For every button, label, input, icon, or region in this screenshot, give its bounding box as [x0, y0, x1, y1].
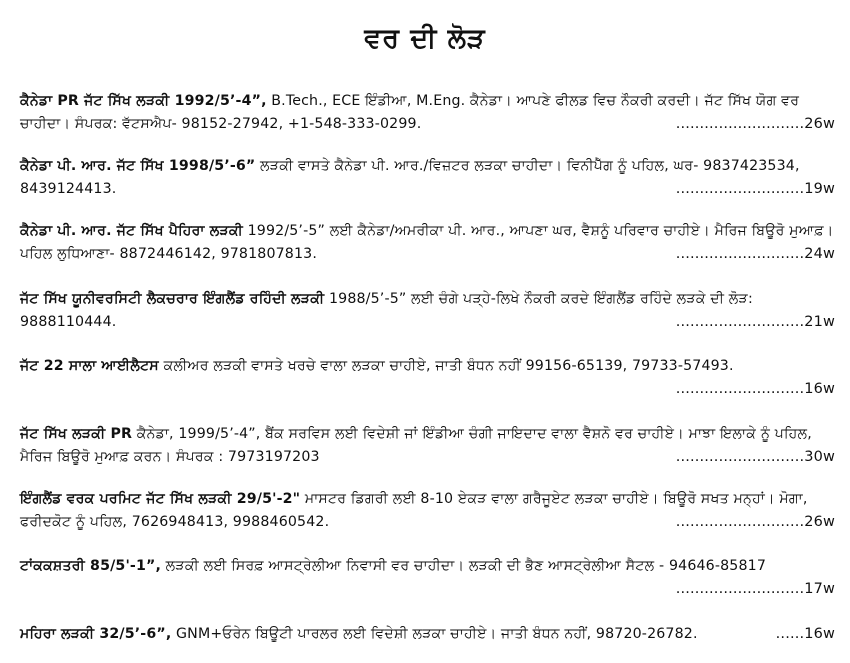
ad-code: ...........................17w	[675, 581, 835, 597]
ad-text: 1988/5’-5” ਲਈ ਚੰਗੇ ਪੜ੍ਹੇ-ਲਿਖੇ ਨੌਕਰੀ ਕਰਦੇ ਇੰਗਲੈਂਡ ਰਹਿੰਦੇ ਲੜਕੇ ਦੀ ਲੋੜ: 9888110444.	[20, 291, 753, 330]
ad-text: ਲੜਕੀ ਲਈ ਸਿਰਫ਼ ਆਸਟ੍ਰੇਲੀਆ ਨਿਵਾਸੀ ਵਰ ਚਾਹੀਦਾ। ਲੜਕੀ ਦੀ ਭੈਣ ਆਸਟ੍ਰੇਲੀਆ ਸੈਟਲ - 94646-85817	[161, 558, 766, 574]
classified-ad	[20, 155, 835, 201]
ad-headline: ਇੰਗਲੈਂਡ ਵਰਕ ਪਰਮਿਟ ਜੱਟ ਸਿੱਖ ਲੜਕੀ 29/5'-2"	[20, 491, 301, 507]
classified-ad	[20, 90, 835, 136]
classified-ad	[20, 288, 835, 334]
ad-text: ਮਾਸਟਰ ਡਿਗਰੀ ਲਈ 8-10 ਏਕੜ ਵਾਲਾ ਗਰੈਜੂਏਟ ਲੜਕਾ ਚਾਹੀਏ। ਬਿਊਰੋ ਸਖਤ ਮਨ੍ਹਾਂ। ਮੋਗਾ, ਫਰੀਦਕੋਟ ਨੂੰ ਪਹਿਲ, 7626948413, 9988460542.	[20, 491, 808, 530]
ad-code: ...........................21w	[675, 314, 835, 330]
ad-text: 1992/5’-5” ਲਈ ਕੈਨੇਡਾ/ਅਮਰੀਕਾ ਪੀ. ਆਰ., ਆਪਣਾ ਘਰ, ਵੈਸ਼ਨੂੰ ਪਰਿਵਾਰ ਚਾਹੀਏ। ਮੈਰਿਜ ਬਿਊਰੋ ਮੁਆਫ਼। ਪਹਿਲ ਲੁਧਿਆਣਾ- 8872446142, 9781807813.	[20, 223, 834, 262]
ad-headline: ਕੈਨੇਡਾ PR ਜੱਟ ਸਿੱਖ ਲੜਕੀ 1992/5’-4”,	[20, 93, 267, 109]
ad-code: ......16w	[775, 626, 835, 642]
ad-code: ...........................26w	[675, 514, 835, 530]
classified-ad	[20, 623, 835, 646]
classified-ad	[20, 220, 835, 266]
ad-text: GNM+ਓਰੇਨ ਬਿਊਟੀ ਪਾਰਲਰ ਲਈ ਵਿਦੇਸ਼ੀ ਲੜਕਾ ਚਾਹੀਏ। ਜਾਤੀ ਬੰਧਨ ਨਹੀਂ, 98720-26782.	[171, 626, 698, 642]
ad-text: ਕਲੀਅਰ ਲੜਕੀ ਵਾਸਤੇ ਖਰਚੇ ਵਾਲਾ ਲੜਕਾ ਚਾਹੀਏ, ਜਾਤੀ ਬੰਧਨ ਨਹੀਂ 99156-65139, 79733-57493.	[158, 358, 734, 374]
ad-code: ...........................26w	[675, 116, 835, 132]
ad-text: B.Tech., ECE ਇੰਡੀਆ, M.Eng. ਕੈਨੇਡਾ। ਆਪਣੇ ਫੀਲਡ ਵਿਚ ਨੌਕਰੀ ਕਰਦੀ। ਜੱਟ ਸਿੱਖ ਯੋਗ ਵਰ ਚਾਹੀਦਾ। ਸੰਪਰਕ: ਵੱਟਸਐਪ- 98152-27942, +1-548-333-0299.	[20, 93, 800, 132]
classified-ad	[20, 423, 835, 469]
ad-headline: ਜੱਟ 22 ਸਾਲਾ ਆਈਲੈਟਸ	[20, 358, 159, 374]
ad-text: ਕੈਨੇਡਾ, 1999/5’-4”, ਬੈਂਕ ਸਰਵਿਸ ਲਈ ਵਿਦੇਸ਼ੀ ਜਾਂ ਇੰਡੀਆ ਚੰਗੀ ਜਾਇਦਾਦ ਵਾਲਾ ਵੈਸ਼ਨੋ ਵਰ ਚਾਹੀਏ। ਮਾਝਾ ਇਲਾਕੇ ਨੂੰ ਪਹਿਲ, ਮੈਰਿਜ ਬਿਊਰੋ ਮੁਆਫ਼ ਕਰਨ। ਸੰਪਰਕ : 7973197203	[20, 426, 812, 465]
ad-text: ਲੜਕੀ ਵਾਸਤੇ ਕੈਨੇਡਾ ਪੀ. ਆਰ./ਵਿਜ਼ਟਰ ਲੜਕਾ ਚਾਹੀਦਾ। ਵਿਨੀਪੈੱਗ ਨੂੰ ਪਹਿਲ, ਘਰ- 9837423534, 8439124413.	[20, 158, 800, 197]
ad-code: ...........................30w	[675, 449, 835, 465]
ad-headline: ਕੈਨੇਡਾ ਪੀ. ਆਰ. ਜੱਟ ਸਿੱਖ ਪੈਹਿਰਾ ਲੜਕੀ	[20, 223, 243, 239]
ad-code: ...........................16w	[675, 381, 835, 397]
ad-headline: ਕੈਨੇਡਾ ਪੀ. ਆਰ. ਜੱਟ ਸਿੱਖ 1998/5’-6”	[20, 158, 256, 174]
classified-ad	[20, 555, 835, 601]
ad-code: ...........................24w	[675, 246, 835, 262]
page-title: ਵਰ ਦੀ ਲੋੜ	[364, 23, 486, 54]
ad-headline: ਜੱਟ ਸਿੱਖ ਯੂਨੀਵਰਸਿਟੀ ਲੈਕਚਰਾਰ ਇੰਗਲੈਂਡ ਰਹਿੰਦੀ ਲੜਕੀ	[20, 291, 325, 307]
ad-headline: ਟਾਂਕਕਸ਼ਤਰੀ 85/5'-1”,	[20, 558, 162, 574]
classified-ad	[20, 488, 835, 534]
ad-headline: ਜੱਟ ਸਿੱਖ ਲੜਕੀ PR	[20, 426, 133, 442]
ad-code: ...........................19w	[675, 181, 835, 197]
ad-headline: ਮਹਿਰਾ ਲੜਕੀ 32/5’-6”,	[20, 626, 172, 642]
classified-ad	[20, 355, 835, 401]
